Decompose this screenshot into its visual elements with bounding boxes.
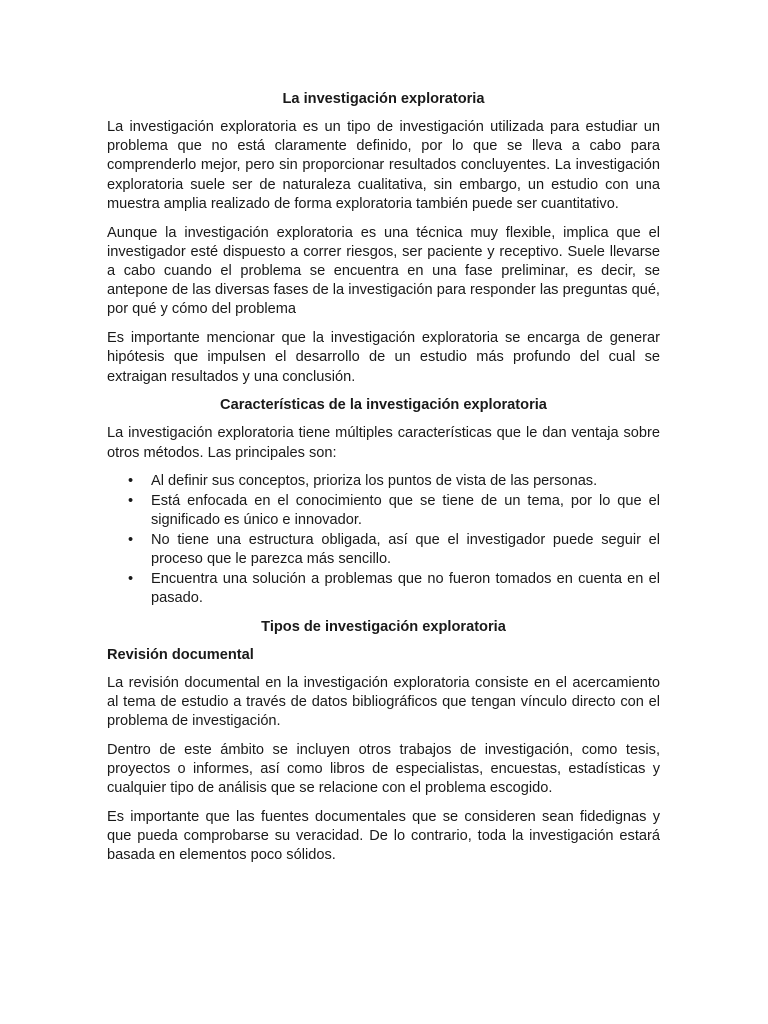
characteristics-heading: Características de la investigación exploratoria [220, 397, 547, 414]
list-item-text: Encuentra una solución a problemas que no fueron tomados en cuenta en el pasado. [151, 571, 660, 607]
list-item [107, 472, 660, 491]
list-item [107, 492, 660, 530]
intro-paragraph-2: Aunque la investigación exploratoria es una técnica muy flexible, implica que el investigador esté dispuesto a correr riesgos, ser paciente y receptivo. Suele llevarse a cabo cuando el problema se encuentra en una fase preliminar, es decir, se antepone de las diversas fases de la investigación para responder las preguntas qué, por qué y cómo del problema [107, 224, 660, 318]
document-page [107, 90, 660, 875]
list-item-text: No tiene una estructura obligada, así que el investigador puede seguir el proceso que le parezca más sencillo. [151, 532, 660, 568]
types-paragraph-1: La revisión documental en la investigación exploratoria consiste en el acercamiento al tema de estudio a través de datos bibliográficos que tengan vínculo directo con el problema de investigación. [107, 674, 660, 730]
types-heading: Tipos de investigación exploratoria [261, 618, 506, 635]
intro-paragraph-1: La investigación exploratoria es un tipo de investigación utilizada para estudiar un problema que no está claramente definido, por lo que se lleva a cabo para comprenderlo mejor, pero sin proporcionar resultados concluyentes. La investigación exploratoria suele ser de naturaleza cualitativa, sin embargo, un estudio con una muestra amplia realizado de forma exploratoria también puede ser cuantitativo. [107, 119, 660, 212]
characteristics-lead: La investigación exploratoria tiene múltiples características que le dan ventaja sobre otros métodos. Las principales son: [107, 425, 660, 461]
types-subheading: Revisión documental [107, 646, 254, 663]
document-title: La investigación exploratoria [282, 91, 485, 107]
list-item-text: Está enfocada en el conocimiento que se tiene de un tema, por lo que el significado es único e innovador. [151, 493, 660, 529]
bullet-icon: • [128, 571, 134, 588]
types-paragraph-2: Dentro de este ámbito se incluyen otros trabajos de investigación, como tesis, proyectos o informes, así como libros de especialistas, encuestas, estadísticas y cualquier tipo de análisis que se relacione con el problema escogido. [107, 741, 660, 797]
list-item-text: Al definir sus conceptos, prioriza los puntos de vista de las personas. [151, 473, 598, 490]
bullet-icon: • [128, 493, 134, 510]
intro-paragraph-3: Es importante mencionar que la investigación exploratoria se encarga de generar hipótesis que impulsen el desarrollo de un estudio más profundo del cual se extraigan resultados y una conclusión. [107, 330, 660, 385]
characteristics-list [107, 472, 660, 608]
types-paragraph-3: Es importante que las fuentes documentales que se consideren sean fidedignas y que pueda comprobarse su veracidad. De lo contrario, toda la investigación estará basada en elementos poco sólidos. [107, 809, 660, 864]
list-item [107, 531, 660, 569]
bullet-icon: • [128, 473, 134, 490]
bullet-icon: • [128, 532, 134, 549]
list-item [107, 570, 660, 608]
